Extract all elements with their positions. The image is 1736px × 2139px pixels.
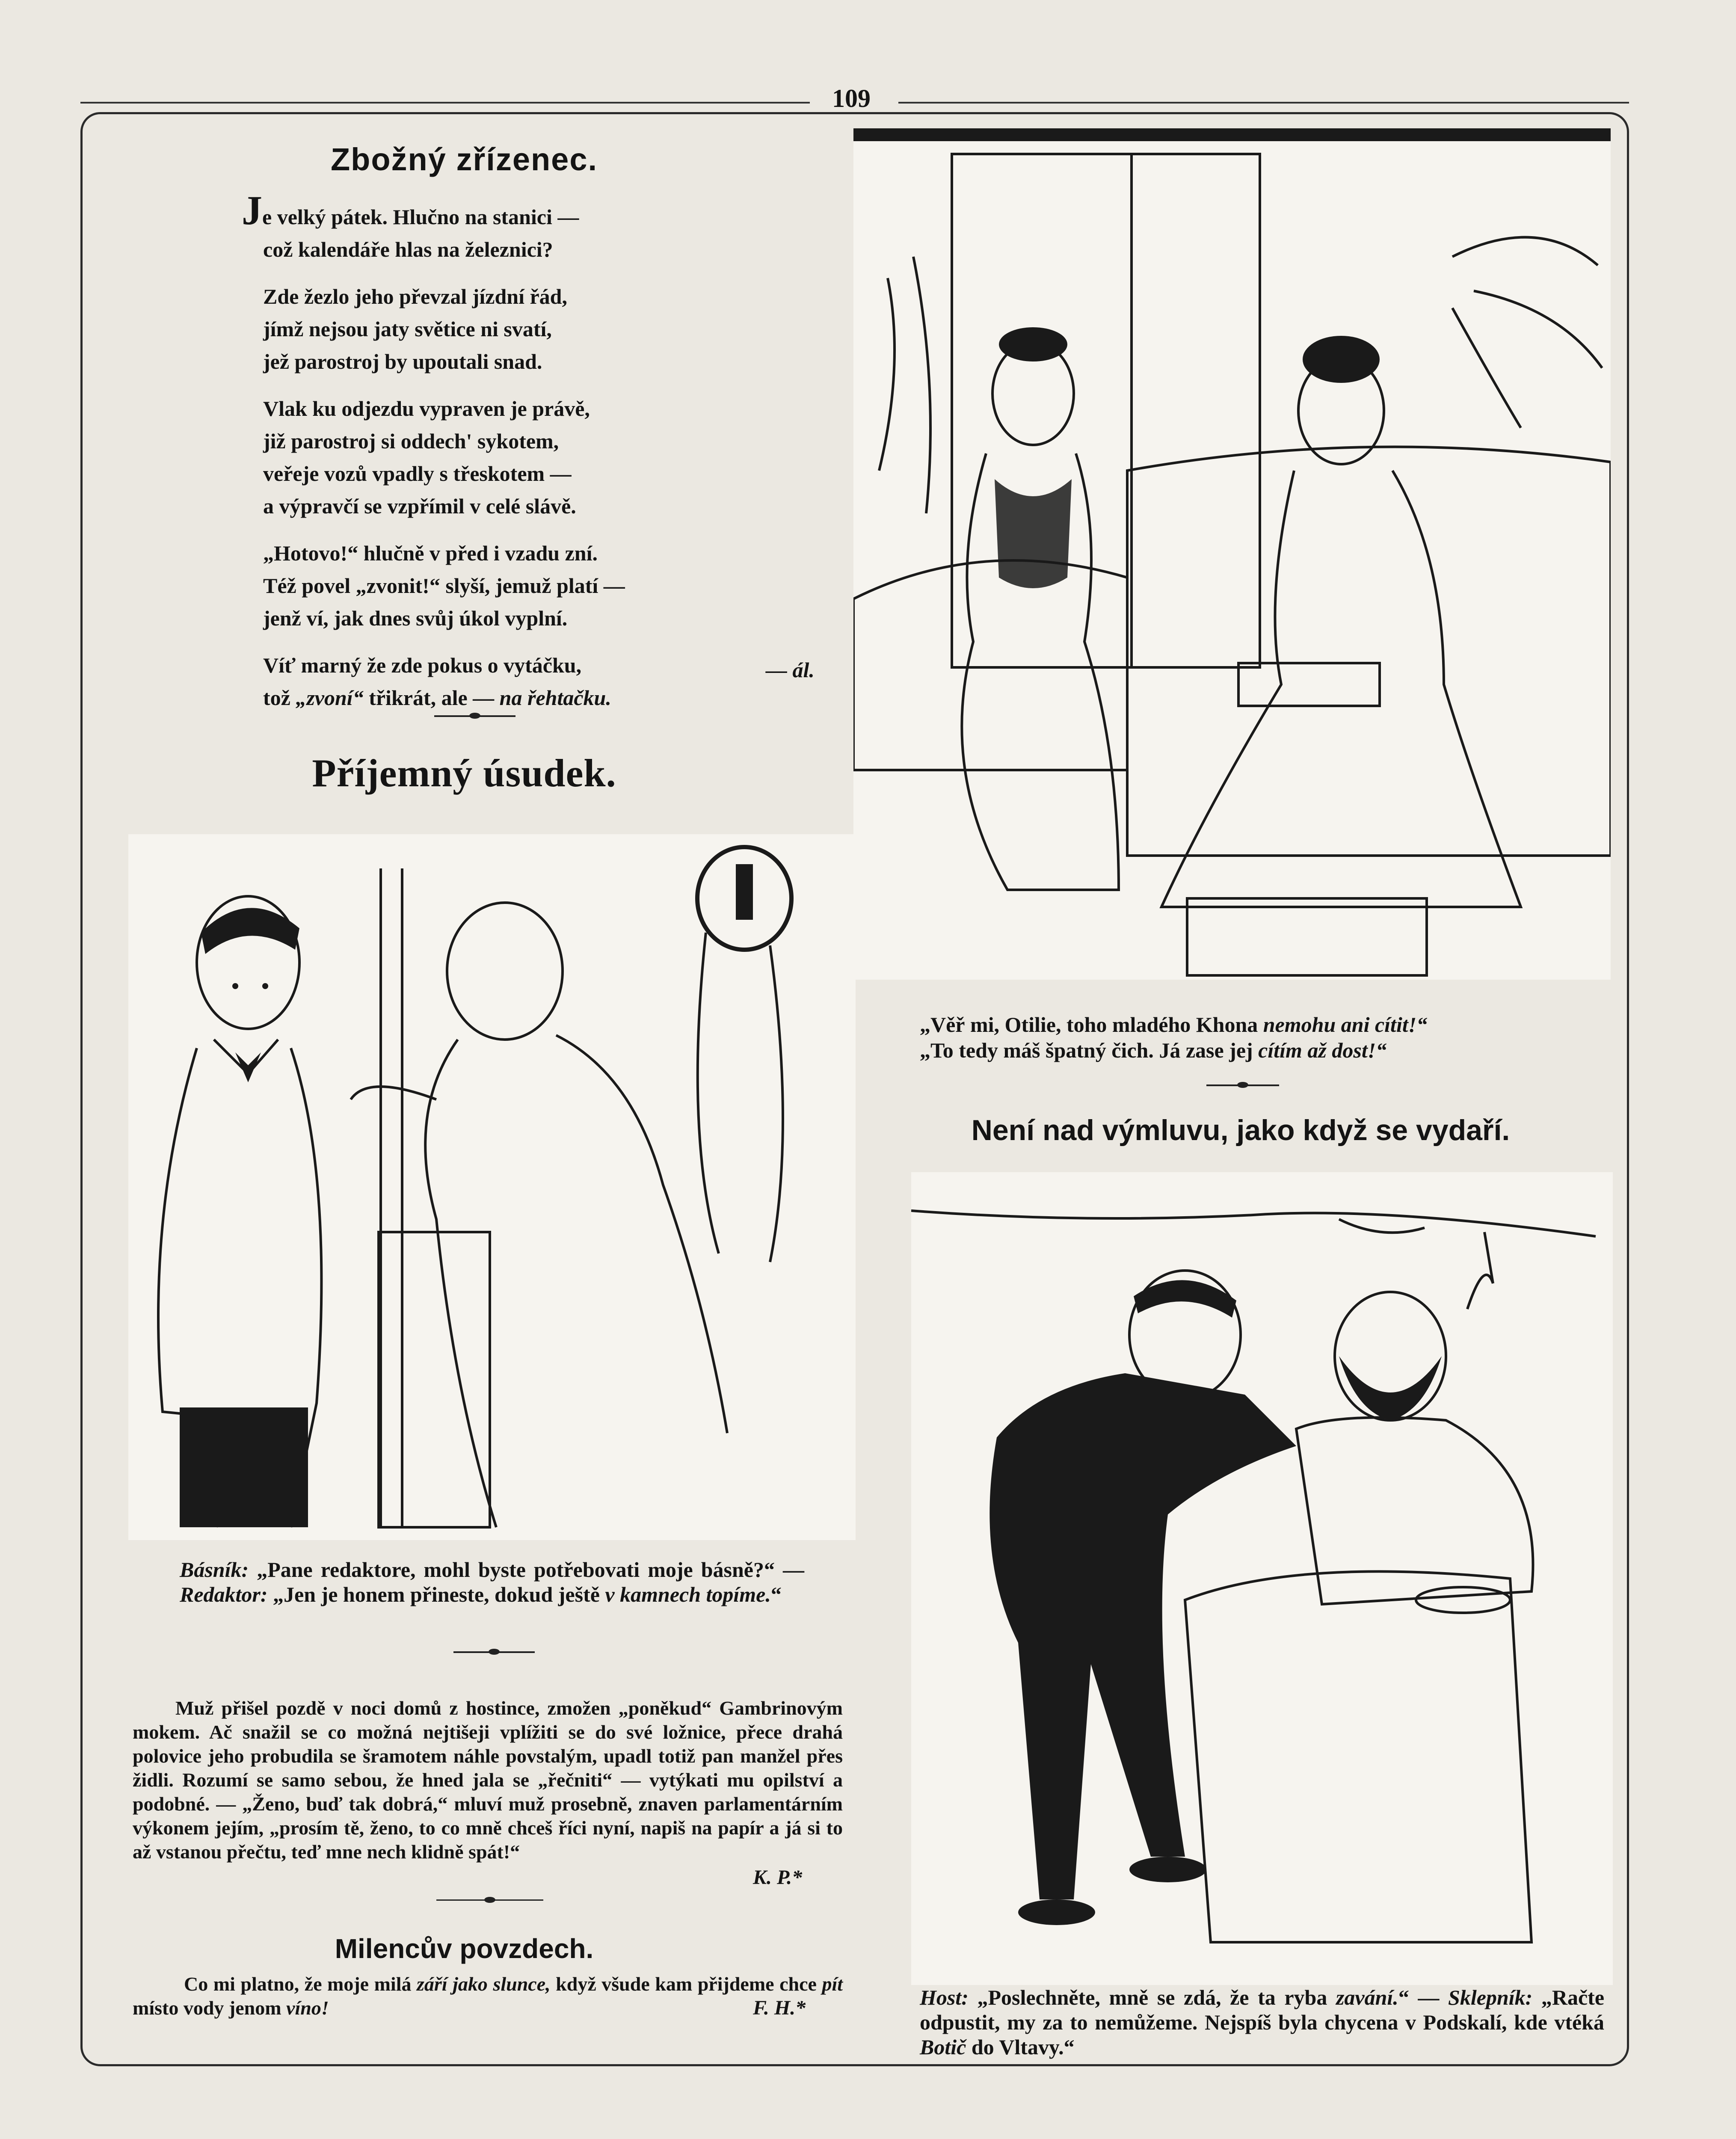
poem-initial: J — [242, 187, 262, 233]
poem-title: Zbožný zřízenec. — [330, 142, 598, 177]
ornament-divider — [453, 1651, 535, 1653]
speaker-label: Sklepník: — [1448, 1985, 1533, 2009]
anecdote-signature: K. P.* — [753, 1866, 803, 1889]
poem-line: veřeje vozů vpadly s třeskotem — — [263, 462, 572, 486]
page-number: 109 — [832, 84, 871, 113]
ornament-divider — [436, 1899, 543, 1901]
prijemny-title: Příjemný úsudek. — [312, 751, 616, 795]
poem-line: jež parostroj by upoutali snad. — [263, 350, 542, 373]
poem-line: jímž nejsou jaty světice ni svatí, — [263, 317, 552, 341]
poem-line: „Hotovo!“ hlučně v před i vzadu zní. — [263, 541, 598, 565]
speaker-label: Básník: — [180, 1558, 249, 1582]
poem-stanza-3 — [242, 392, 841, 522]
speaker-label: Redaktor: — [180, 1582, 268, 1606]
otilie-caption — [920, 1012, 1596, 1063]
header-rule-left — [80, 102, 810, 104]
poem-line: jenž ví, jak dnes svůj úkol vyplní. — [263, 606, 568, 630]
illustration-guest-waiter — [911, 1172, 1613, 1985]
poem-line: již parostroj si oddech' sykotem, — [263, 429, 559, 453]
milencuv-signature: F. H.* — [753, 1997, 806, 2019]
two-ladies-drawing — [853, 128, 1611, 980]
illustration-poet-editor — [128, 834, 856, 1540]
otilie-line-2: „To tedy máš špatný čich. Já zase jej cítím až dost!“ — [920, 1038, 1387, 1062]
otilie-line-1: „Věř mi, Otilie, toho mladého Khona nemohu ani cítit!“ — [920, 1013, 1428, 1037]
ornament-divider — [1206, 1084, 1279, 1086]
illustration-two-ladies — [853, 128, 1611, 980]
poem-line: tož „zvoní“ třikrát, ale — na řehtačku. — [263, 686, 611, 710]
prijemny-caption: Básník: „Pane redaktore, mohl byste potřebovati moje básně?“ — Redaktor: „Jen je honem přineste, dokud ještě v kamnech topíme.“ — [180, 1558, 804, 1606]
poem-signature: — ál. — [766, 658, 815, 682]
poem-line: Zde žezlo jeho převzal jízdní řád, — [263, 284, 567, 308]
anecdote-text: Muž přišel pozdě v noci domů z hostince, zmožen „poněkud“ Gambrinovým mokem. Ač snažil se co možná nejtišeji vplížiti se do své ložnice, přece drahá polovice jeho probudila se šramotem náhle povstalým, upadl totiž pan manžel přes židli. Rozumí se samo sebou, že hned jala se „řečniti“ — vytýkati mu opilství a podobné. — „Ženo, buď tak dobrá,“ mluví muž prosebně, znaven parlamentárním výkonem jejím, „prosím tě, ženo, to co mně chceš říci nyní, napiš na papír a já si to až vstanou přečtu, teď mne nech klidně spát!“ — [133, 1697, 843, 1863]
poem-stanza-5 — [242, 649, 841, 714]
poem-stanza-4 — [242, 537, 841, 634]
poem-stanza-1 — [242, 187, 841, 266]
poem-line: Je velký pátek. Hlučno na stanici — — [242, 187, 579, 233]
poem-line: Víť marný že zde pokus o vytáčku, — [263, 653, 582, 677]
guest-waiter-drawing — [911, 1172, 1613, 1985]
poem-line: Též povel „zvonit!“ slyší, jemuž platí — — [263, 574, 625, 598]
ornament-divider — [434, 715, 515, 717]
poem-line: což kalendáře hlas na železnici? — [263, 237, 553, 261]
milencuv-text: Co mi platno, že moje milá září jako slunce, když všude kam přijdeme chce pít místo vody jenom víno! — [133, 1973, 843, 2019]
milencuv-title: Milencův povzdech. — [335, 1933, 594, 1964]
poem-line: Vlak ku odjezdu vypraven je právě, — [263, 397, 590, 421]
neni-caption: Host: „Poslechněte, mně se zdá, že ta ryba zavání.“ — Sklepník: „Račte odpustit, my za to nemůžeme. Nejspíš byla chycena v Podskalí, kde vtéká Botič do Vltavy.“ — [920, 1985, 1605, 2059]
poet-editor-drawing — [128, 834, 856, 1540]
header-rule-right — [898, 102, 1629, 104]
poem-stanza-2 — [242, 280, 841, 378]
speaker-label: Host: — [920, 1985, 969, 2009]
poem-body — [242, 187, 841, 729]
poem-line: a výpravčí se vzpřímil v celé slávě. — [263, 494, 576, 518]
neni-title: Není nad výmluvu, jako když se vydaří. — [971, 1114, 1510, 1147]
